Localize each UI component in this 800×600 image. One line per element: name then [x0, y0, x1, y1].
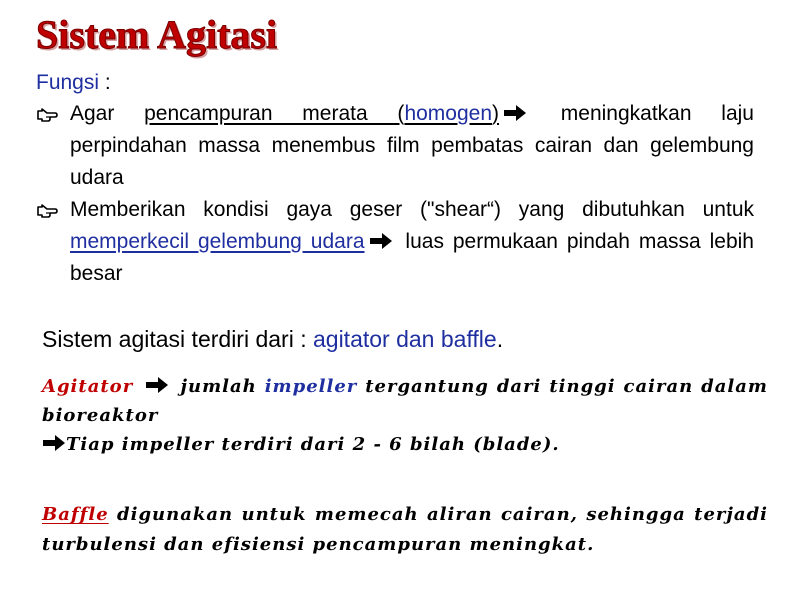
baffle-paragraph	[42, 500, 768, 560]
bullet-text-2	[70, 194, 754, 290]
bold-right-arrow-icon	[369, 232, 393, 250]
bullet-item-2	[36, 194, 754, 290]
bullet-1-text-b: meningkatkan laju perpindahan massa menembus film pembatas cairan dan gelembung udara	[70, 102, 754, 189]
homogen-link[interactable]: homogen	[404, 102, 493, 125]
agitator-text-a: jumlah	[172, 376, 265, 397]
bullet-2-text-b: luas permukaan pindah massa lebih besar	[70, 230, 754, 285]
impeller-term: impeller	[264, 376, 358, 397]
fungsi-label	[36, 70, 111, 96]
bullet-1-underlined-b: )	[492, 102, 500, 125]
bold-right-arrow-icon	[145, 376, 169, 394]
fungsi-label-text: Fungsi	[36, 71, 100, 94]
consists-text: Sistem agitasi terdiri dari :	[42, 326, 313, 352]
bullet-1-underlined-a: pencampuran merata (	[144, 102, 405, 125]
memperkecil-gelembung-link[interactable]: memperkecil gelembung udara	[70, 230, 365, 253]
consists-highlight: agitator dan baffle	[312, 326, 497, 352]
impeller-line-text: Tiap impeller terdiri dari 2 - 6 bilah (blade).	[66, 434, 560, 455]
consists-period: .	[496, 326, 504, 352]
slide-title: Sistem Agitasi	[36, 12, 278, 57]
bullet-1-underlined-text	[144, 102, 499, 125]
bold-right-arrow-icon	[42, 434, 66, 452]
baffle-term: Baffle	[42, 504, 109, 525]
hand-pointing-right-icon	[36, 104, 58, 126]
bullet-2-text-a: Memberikan kondisi gaya geser ("shear“) yang dibutuhkan untuk	[70, 198, 754, 221]
bold-right-arrow-icon	[503, 104, 527, 122]
agitator-text-b: tergantung dari tinggi cairan dalam bioreaktor	[42, 376, 768, 426]
bullet-1-text-a: Agar	[70, 102, 145, 125]
consists-line	[42, 324, 503, 354]
baffle-text: digunakan untuk memecah aliran cairan, sehingga terjadi turbulensi dan efisiensi pencampuran meningkat.	[42, 504, 768, 555]
hand-pointing-right-icon	[36, 200, 58, 222]
agitator-paragraph	[42, 372, 768, 430]
impeller-line	[42, 430, 560, 460]
bullet-item-1	[36, 98, 754, 194]
fungsi-colon: :	[99, 71, 111, 94]
bullet-text-1	[70, 98, 754, 194]
agitator-term: Agitator	[42, 376, 134, 397]
